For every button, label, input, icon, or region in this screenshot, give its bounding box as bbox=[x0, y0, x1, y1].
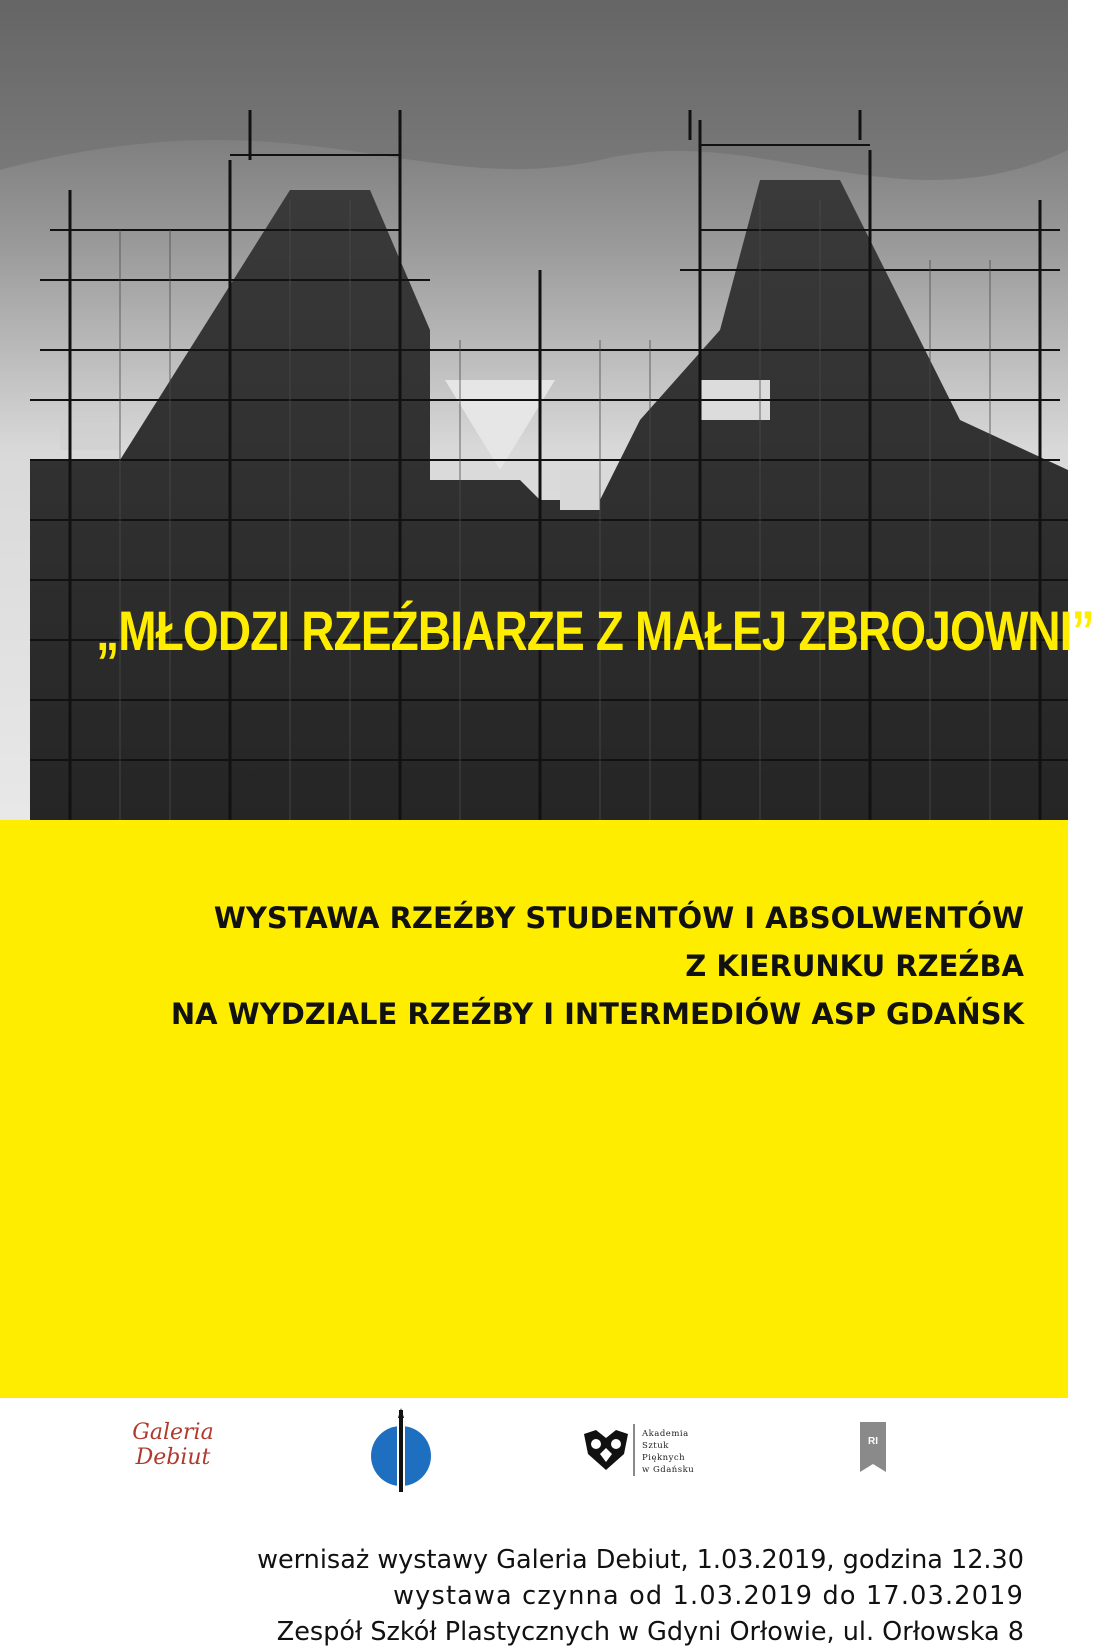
scaffolding-illustration bbox=[0, 0, 1094, 820]
galeria-logo-word: Debiut bbox=[135, 1445, 211, 1470]
galeria-debiut-logo bbox=[118, 1420, 228, 1482]
venue-info: Zespół Szkół Plastycznych w Gdyni Orłowie, ul. Orłowska 8 bbox=[276, 1617, 1024, 1647]
asp-logo-text bbox=[642, 1428, 694, 1476]
galeria-logo-word: Galeria bbox=[132, 1420, 214, 1445]
subtitle-line: Z KIERUNKU RZEŹBA bbox=[685, 949, 1024, 983]
exhibition-subtitle bbox=[171, 894, 1024, 1038]
asp-logo-word: w Gdańsku bbox=[642, 1465, 695, 1475]
scaffolding-photo bbox=[0, 0, 1094, 820]
subtitle-line: NA WYDZIALE RZEŹBY I INTERMEDIÓW ASP GDAŃSK bbox=[170, 997, 1024, 1031]
exhibition-title: „MŁODZI RZEŹBIARZE Z MAŁEJ ZBROJOWNI” bbox=[96, 599, 1094, 662]
event-details bbox=[257, 1542, 1024, 1650]
asp-logo-word: Pięknych bbox=[642, 1453, 686, 1463]
asp-logo-word: Akademia bbox=[642, 1429, 689, 1439]
subtitle-line: WYSTAWA RZEŹBY STUDENTÓW I ABSOLWENTÓW bbox=[213, 901, 1024, 935]
duration-info: wystawa czynna od 1.03.2019 do 17.03.2019 bbox=[393, 1581, 1024, 1611]
ri-logo-text: RI bbox=[868, 1436, 878, 1447]
opening-info: wernisaż wystawy Galeria Debiut, 1.03.2019, godzina 12.30 bbox=[257, 1545, 1024, 1575]
school-circle-logo bbox=[368, 1408, 434, 1492]
sponsor-logos bbox=[0, 1398, 1068, 1500]
asp-gdansk-logo bbox=[578, 1424, 728, 1478]
asp-logo-word: Sztuk bbox=[642, 1441, 669, 1451]
ri-faculty-logo bbox=[860, 1422, 886, 1472]
